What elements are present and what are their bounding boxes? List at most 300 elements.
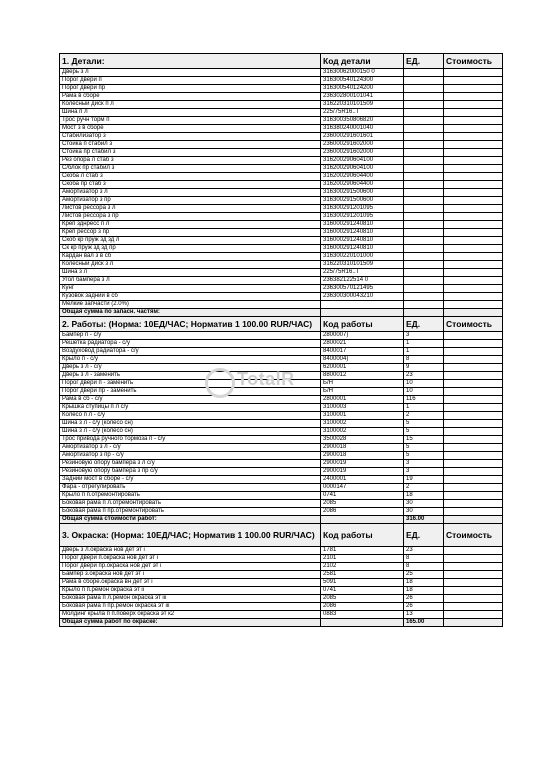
parts-row-code: 316300291201095 xyxy=(321,205,404,213)
works-row-name: Рама в сб - с/у xyxy=(60,396,321,404)
parts-row-cost xyxy=(444,197,503,205)
works-row xyxy=(60,508,503,516)
works-row-code: 2800001 xyxy=(321,396,404,404)
parts-row-cost xyxy=(444,301,503,309)
parts-row xyxy=(60,69,503,77)
paint-row-cost xyxy=(444,563,503,571)
paint-row-name: Бампер з.окраска нов дет эт i xyxy=(60,571,321,579)
works-row-unit: 116 xyxy=(404,396,444,404)
parts-row-cost xyxy=(444,85,503,93)
parts-row-name: Угол бампера з л xyxy=(60,277,321,285)
parts-row-name: Стойка пр стабил з xyxy=(60,149,321,157)
parts-row-code: 316200290604100 xyxy=(321,165,404,173)
paint-row-code: 2581 xyxy=(321,571,404,579)
works-row-cost xyxy=(444,492,503,500)
parts-row-code: 316300540124200 xyxy=(321,85,404,93)
works-row-cost xyxy=(444,388,503,396)
parts-row-unit xyxy=(404,253,444,261)
paint-row-code: 1781 xyxy=(321,547,404,555)
works-row-name: Боковая рама п пр.отремонтировать xyxy=(60,508,321,516)
paint-row-code: 5091 xyxy=(321,579,404,587)
parts-row xyxy=(60,165,503,173)
works-row-unit: 18 xyxy=(404,492,444,500)
works-row-code: 2800021 xyxy=(321,340,404,348)
paint-row-code: 2102 xyxy=(321,563,404,571)
parts-row-name: Мелкие запчасти (2.0%) xyxy=(60,301,321,309)
parts-row-code: 236300570121495 xyxy=(321,285,404,293)
paint-row-cost xyxy=(444,611,503,619)
works-row-code: 0741 xyxy=(321,492,404,500)
works-row-name: Колесо п л - с/у xyxy=(60,412,321,420)
works-row-cost xyxy=(444,444,503,452)
paint-row-name: Боковая рама п л.ремон окраска эт iii xyxy=(60,595,321,603)
paint-row-name: Дверь з л.окраска нов дет эт i xyxy=(60,547,321,555)
parts-row-code: 316220310101509 xyxy=(321,101,404,109)
parts-row-cost xyxy=(444,125,503,133)
parts-row-code: 236300300043210 xyxy=(321,293,404,301)
works-row-code: 2900018 xyxy=(321,452,404,460)
parts-row-cost xyxy=(444,213,503,221)
paint-row-unit: 23 xyxy=(404,547,444,555)
works-row-cost xyxy=(444,356,503,364)
paint-row xyxy=(60,595,503,603)
paint-note: (Норма: 10ЕД/ЧАС; Норматив 1 100.00 RUR/ЧАС) xyxy=(111,529,315,540)
paint-row-unit: 8 xyxy=(404,563,444,571)
parts-row-cost xyxy=(444,149,503,157)
works-row-unit: 3 xyxy=(404,332,444,340)
paint-row xyxy=(60,603,503,611)
works-row-code: 2900019 xyxy=(321,468,404,476)
works-title-cell xyxy=(60,317,321,332)
works-unit-header: ЕД. xyxy=(404,317,444,332)
parts-row-cost xyxy=(444,157,503,165)
parts-title: 1. Детали: xyxy=(60,54,321,69)
works-row-unit: 2 xyxy=(404,484,444,492)
works-row-unit: 23 xyxy=(404,372,444,380)
paint-code-header: Код работы xyxy=(321,524,404,547)
parts-row-unit xyxy=(404,85,444,93)
parts-row-code: 316300291201095 xyxy=(321,213,404,221)
paint-row xyxy=(60,563,503,571)
parts-row xyxy=(60,157,503,165)
parts-row-code: 236000291602000 xyxy=(321,149,404,157)
works-row-code: 2800007) xyxy=(321,332,404,340)
parts-row xyxy=(60,261,503,269)
parts-row-unit xyxy=(404,261,444,269)
parts-row-code: 316200290604100 xyxy=(321,157,404,165)
works-row xyxy=(60,356,503,364)
parts-total-label: Общая сумма по запасн. частям: xyxy=(60,309,321,317)
parts-row-unit xyxy=(404,213,444,221)
works-row xyxy=(60,476,503,484)
parts-row-unit xyxy=(404,117,444,125)
parts-row xyxy=(60,205,503,213)
parts-row-code: 316300291500600 xyxy=(321,197,404,205)
paint-row-unit: 18 xyxy=(404,579,444,587)
parts-row-unit xyxy=(404,197,444,205)
works-row xyxy=(60,332,503,340)
works-total-value: 316.00 xyxy=(404,516,444,524)
paint-total-value: 165.00 xyxy=(404,619,444,627)
parts-row xyxy=(60,149,503,157)
paint-row xyxy=(60,611,503,619)
works-row-code: Б/Н xyxy=(321,388,404,396)
paint-row-code: 2085 xyxy=(321,595,404,603)
parts-row-unit xyxy=(404,93,444,101)
parts-row-unit xyxy=(404,293,444,301)
parts-row xyxy=(60,109,503,117)
parts-row-cost xyxy=(444,93,503,101)
watermark-text: TotalR xyxy=(237,369,295,389)
parts-row-unit xyxy=(404,237,444,245)
parts-row xyxy=(60,77,503,85)
parts-row-name: С/блок пр стабил з xyxy=(60,165,321,173)
works-row xyxy=(60,436,503,444)
parts-row-code: 316300291500600 xyxy=(321,189,404,197)
works-row-name: Порог двери п - заменить xyxy=(60,380,321,388)
estimate-table xyxy=(59,53,503,627)
parts-row-code: 236302800101041 xyxy=(321,93,404,101)
parts-row xyxy=(60,117,503,125)
works-row xyxy=(60,444,503,452)
parts-row-unit xyxy=(404,125,444,133)
parts-row-cost xyxy=(444,277,503,285)
parts-row-cost xyxy=(444,205,503,213)
works-row-cost xyxy=(444,372,503,380)
works-row xyxy=(60,428,503,436)
parts-row-unit xyxy=(404,133,444,141)
parts-row-unit xyxy=(404,149,444,157)
parts-row-code: 316000291240810 xyxy=(321,221,404,229)
parts-row-cost xyxy=(444,133,503,141)
works-row-name: Амортизатор з л - с/у xyxy=(60,444,321,452)
paint-row-cost xyxy=(444,595,503,603)
paint-row xyxy=(60,579,503,587)
works-row-code: 2086 xyxy=(321,508,404,516)
works-row-code: 2900019 xyxy=(321,460,404,468)
works-row-name: Шина з л - с/у (колесо сн) xyxy=(60,428,321,436)
parts-row-name: Порог двери п xyxy=(60,77,321,85)
works-total-row xyxy=(60,516,503,524)
parts-row-code: 236000291601601 xyxy=(321,133,404,141)
parts-row-unit xyxy=(404,141,444,149)
works-row-name: Шина з л - с/у (колесо сн) xyxy=(60,420,321,428)
works-row-cost xyxy=(444,508,503,516)
parts-row-cost xyxy=(444,173,503,181)
parts-row-code: 316220310101509 xyxy=(321,261,404,269)
paint-row-unit: 13 xyxy=(404,611,444,619)
works-row-unit: 3 xyxy=(404,460,444,468)
parts-row-unit xyxy=(404,285,444,293)
parts-row-name: Стабилизатор з xyxy=(60,133,321,141)
parts-row xyxy=(60,277,503,285)
parts-row xyxy=(60,253,503,261)
works-row-cost xyxy=(444,452,503,460)
works-row xyxy=(60,412,503,420)
parts-row-code: 316300350806820 xyxy=(321,117,404,125)
parts-row xyxy=(60,269,503,277)
paint-row-cost xyxy=(444,603,503,611)
paint-row-name: Рама в сборе.окраска вн дет эт i xyxy=(60,579,321,587)
works-row-code: 3100002 xyxy=(321,420,404,428)
parts-row xyxy=(60,189,503,197)
parts-unit-header: ЕД. xyxy=(404,54,444,69)
parts-row-unit xyxy=(404,229,444,237)
parts-row-unit xyxy=(404,277,444,285)
works-row-cost xyxy=(444,364,503,372)
paint-row-cost xyxy=(444,587,503,595)
parts-row-code: 316200290604400 xyxy=(321,173,404,181)
works-row xyxy=(60,396,503,404)
parts-row xyxy=(60,133,503,141)
parts-row-code xyxy=(321,301,404,309)
paint-row-code: 0741 xyxy=(321,587,404,595)
works-row-unit: 5 xyxy=(404,428,444,436)
parts-row-name: Листов рессора з л xyxy=(60,205,321,213)
parts-row-name: Скоба л стаб з xyxy=(60,173,321,181)
works-row-name: Трос привода ручного тормоза п - с/у xyxy=(60,436,321,444)
parts-row xyxy=(60,125,503,133)
works-row-code: 8400004) xyxy=(321,356,404,364)
works-row-code: 3100003 xyxy=(321,404,404,412)
works-row-unit: 1 xyxy=(404,348,444,356)
works-row xyxy=(60,492,503,500)
works-row xyxy=(60,404,503,412)
parts-row-name: Стойка п стабил з xyxy=(60,141,321,149)
works-row-code: 8800012 xyxy=(321,372,404,380)
works-row-unit: 10 xyxy=(404,388,444,396)
parts-row-name: Мост з в сборе xyxy=(60,125,321,133)
works-row-name: Порог двери пр - заменить xyxy=(60,388,321,396)
parts-row-name: Кузовок задний в сб xyxy=(60,293,321,301)
parts-row xyxy=(60,101,503,109)
parts-row-code: 316000291240810 xyxy=(321,245,404,253)
parts-row xyxy=(60,93,503,101)
works-total-label: Общая сумма стоимости работ: xyxy=(60,516,321,524)
paint-row-name: Боковая рама п пр.ремон окраска эт iii xyxy=(60,603,321,611)
works-row xyxy=(60,340,503,348)
parts-row-cost xyxy=(444,285,503,293)
parts-row-unit xyxy=(404,69,444,77)
parts-row-code: 316300220101000 xyxy=(321,253,404,261)
works-row-name: Крыло п - с/у xyxy=(60,356,321,364)
paint-row-code: 2101 xyxy=(321,555,404,563)
parts-row xyxy=(60,237,503,245)
parts-row-unit xyxy=(404,189,444,197)
parts-row-name: Порог двери пр xyxy=(60,85,321,93)
works-row-unit: 5 xyxy=(404,444,444,452)
works-note: (Норма: 10ЕД/ЧАС; Норматив 1 100.00 RUR/ЧАС) xyxy=(108,318,313,329)
works-row-cost xyxy=(444,396,503,404)
parts-row-unit xyxy=(404,77,444,85)
paint-row-name: Крыло п п.ремон окраска эт ii xyxy=(60,587,321,595)
works-title: 2. Работы: xyxy=(62,318,107,329)
parts-row-cost xyxy=(444,261,503,269)
estimate-document xyxy=(59,53,502,627)
works-row-code: Б/Н xyxy=(321,380,404,388)
parts-row-code: 316200290604400 xyxy=(321,181,404,189)
paint-row-name: Молдинг крыла п п.поверх окраска эт к2 xyxy=(60,611,321,619)
parts-row-cost xyxy=(444,237,503,245)
works-row-cost xyxy=(444,500,503,508)
works-row-unit: 1 xyxy=(404,404,444,412)
paint-total-label: Общая сумма работ по окраске: xyxy=(60,619,321,627)
parts-row-cost xyxy=(444,269,503,277)
parts-row-name: Листов рессора з пр xyxy=(60,213,321,221)
parts-row-code: 316380240001040 xyxy=(321,125,404,133)
works-row-cost xyxy=(444,484,503,492)
parts-row-code: 225/75R16..T xyxy=(321,269,404,277)
works-header-row xyxy=(60,317,503,332)
parts-row-code: 225/75R16..T xyxy=(321,109,404,117)
paint-row-name: Порог двери пр.окраска нов дет эт i xyxy=(60,563,321,571)
paint-row xyxy=(60,587,503,595)
works-row-name: Бампер п - с/у xyxy=(60,332,321,340)
parts-total-row xyxy=(60,309,503,317)
works-row xyxy=(60,452,503,460)
parts-row-unit xyxy=(404,245,444,253)
works-row-unit: 5 xyxy=(404,452,444,460)
paint-title: 3. Окраска: xyxy=(62,529,109,540)
works-row-name: Резиновую опору бампера з пр с/у xyxy=(60,468,321,476)
parts-code-header: Код детали xyxy=(321,54,404,69)
paint-cost-header: Стоимость xyxy=(444,524,503,547)
parts-row-name: Амортизатор з пр xyxy=(60,197,321,205)
works-row-cost xyxy=(444,428,503,436)
works-row xyxy=(60,420,503,428)
parts-row-cost xyxy=(444,189,503,197)
parts-row-name: Колесный диск п л xyxy=(60,101,321,109)
parts-row-unit xyxy=(404,269,444,277)
works-row-name: Дверь з л - заменить xyxy=(60,372,321,380)
works-row-code: 6200001 xyxy=(321,364,404,372)
parts-row-name: Ск кр пруж зд зд пр xyxy=(60,245,321,253)
parts-row-unit xyxy=(404,181,444,189)
works-row-unit: 5 xyxy=(404,420,444,428)
parts-row-name: Креп рессор з пр xyxy=(60,229,321,237)
works-row-unit: 8 xyxy=(404,356,444,364)
works-row-cost xyxy=(444,380,503,388)
parts-row-unit xyxy=(404,101,444,109)
parts-cost-header: Стоимость xyxy=(444,54,503,69)
logo-ring-icon xyxy=(205,368,235,398)
works-row-unit: 19 xyxy=(404,476,444,484)
paint-row-name: Порог двери п.окраска нов дет эт i xyxy=(60,555,321,563)
works-row-cost xyxy=(444,468,503,476)
works-row-code: 3100002 xyxy=(321,428,404,436)
works-row xyxy=(60,500,503,508)
works-row-cost xyxy=(444,460,503,468)
parts-row-name: Скоба пр стаб з xyxy=(60,181,321,189)
parts-row-cost xyxy=(444,141,503,149)
parts-row xyxy=(60,141,503,149)
parts-row xyxy=(60,213,503,221)
parts-row-cost xyxy=(444,165,503,173)
parts-row-code: 316000291240810 xyxy=(321,229,404,237)
paint-row-cost xyxy=(444,571,503,579)
works-row-name: Решетка радиатора - с/у xyxy=(60,340,321,348)
paint-total-row xyxy=(60,619,503,627)
works-row-code: 3100001 xyxy=(321,412,404,420)
paint-row-cost xyxy=(444,579,503,587)
parts-row xyxy=(60,293,503,301)
parts-row-cost xyxy=(444,253,503,261)
parts-row-unit xyxy=(404,301,444,309)
works-row-name: Амортизатор з пр - с/у xyxy=(60,452,321,460)
parts-row xyxy=(60,301,503,309)
paint-row xyxy=(60,547,503,555)
works-row-cost xyxy=(444,420,503,428)
parts-row-name: Дверь з л xyxy=(60,69,321,77)
parts-row-name: Скоб кр пруж зд зд л xyxy=(60,237,321,245)
works-row-unit: 9 xyxy=(404,364,444,372)
parts-row-unit xyxy=(404,205,444,213)
parts-row-name: Кунг xyxy=(60,285,321,293)
parts-row-cost xyxy=(444,293,503,301)
parts-row-code: 31630062000150 0 xyxy=(321,69,404,77)
parts-row-code: 316000291240810 xyxy=(321,237,404,245)
parts-row-cost xyxy=(444,245,503,253)
works-row-unit: 30 xyxy=(404,500,444,508)
parts-row-code: 316300540124300 xyxy=(321,77,404,85)
paint-row-cost xyxy=(444,547,503,555)
works-row-name: Дверь з л - с/у xyxy=(60,364,321,372)
works-row-name: Фара - отрегулировать xyxy=(60,484,321,492)
works-row-code: 2900018 xyxy=(321,444,404,452)
paint-header-row xyxy=(60,524,503,547)
parts-row-cost xyxy=(444,101,503,109)
parts-row xyxy=(60,221,503,229)
parts-row-cost xyxy=(444,77,503,85)
works-row xyxy=(60,484,503,492)
works-row-unit: 30 xyxy=(404,508,444,516)
parts-row xyxy=(60,229,503,237)
paint-row-cost xyxy=(444,555,503,563)
works-row-name: Крышка ступицы п л с/у xyxy=(60,404,321,412)
works-row-name: Задний мост в сборе - с/у xyxy=(60,476,321,484)
parts-row xyxy=(60,173,503,181)
works-row-code: 0000147 xyxy=(321,484,404,492)
parts-row-name: Рез опора л стаб з xyxy=(60,157,321,165)
paint-title-cell xyxy=(60,524,321,547)
parts-row-unit xyxy=(404,221,444,229)
parts-header-row xyxy=(60,54,503,69)
watermark xyxy=(205,366,325,396)
parts-row-name: Рама в сборе xyxy=(60,93,321,101)
works-row-name: Резиновую опору бампера з л с/у xyxy=(60,460,321,468)
works-row xyxy=(60,468,503,476)
parts-row-code: 236382122514 0 xyxy=(321,277,404,285)
paint-unit-header: ЕД. xyxy=(404,524,444,547)
parts-row-cost xyxy=(444,109,503,117)
parts-row-code: 236000291602000 xyxy=(321,141,404,149)
parts-row-name: Амортизатор з л xyxy=(60,189,321,197)
works-row-name: Воздуховод радиатора - с/у xyxy=(60,348,321,356)
parts-row-cost xyxy=(444,117,503,125)
parts-row-unit xyxy=(404,165,444,173)
works-row xyxy=(60,348,503,356)
works-row-name: Боковая рама п л.отремонтировать xyxy=(60,500,321,508)
parts-row-name: Шина з л xyxy=(60,269,321,277)
parts-row xyxy=(60,285,503,293)
works-row-cost xyxy=(444,436,503,444)
works-row xyxy=(60,460,503,468)
parts-row-cost xyxy=(444,181,503,189)
works-row-unit: 10 xyxy=(404,380,444,388)
parts-row-name: Кардан вал з в сб xyxy=(60,253,321,261)
works-row-unit: 3 xyxy=(404,468,444,476)
works-row-cost xyxy=(444,476,503,484)
